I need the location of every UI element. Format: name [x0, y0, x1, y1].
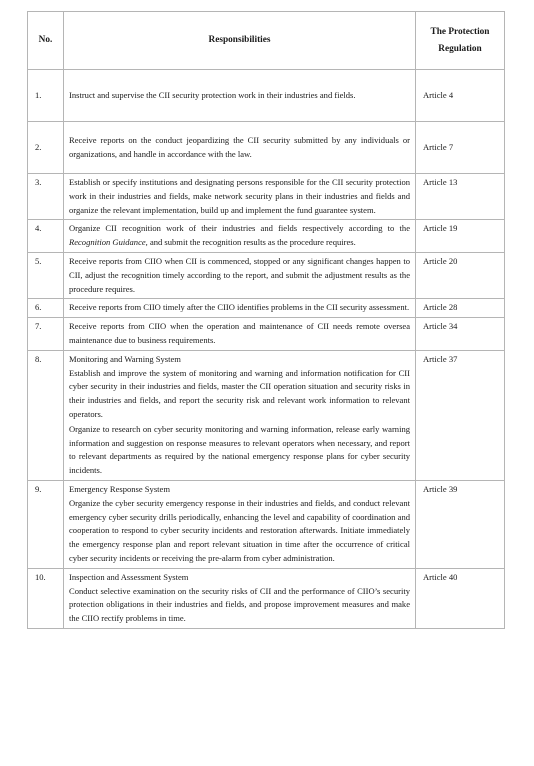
table-row [28, 480, 505, 568]
row-responsibility [64, 174, 416, 220]
table-row [28, 122, 505, 174]
table-row [28, 220, 505, 253]
row-responsibility [64, 568, 416, 628]
table-row [28, 70, 505, 122]
responsibilities-table [27, 11, 505, 629]
section-heading: Inspection and Assessment System [69, 571, 189, 582]
section-heading: Monitoring and Warning System [69, 353, 181, 364]
row-responsibility [64, 299, 416, 318]
responsibility-text: Receive reports on the conduct jeopardizing the CII security submitted by any individuals or organizations, and handle in accordance with the law. [69, 134, 410, 159]
responsibility-text: Organize the cyber security emergency response in their industries and fields, and conduct relevant emergency cyber security drills periodically, enhancing the level and capability of coordination and cooperation to respond to cyber security incidents and restoration afterwards. Initiate immediately the emergency response plan and report relevant situation in time after the occurrence of critical cyber security incidents or receiving the pre-alarm from cyber administration. [69, 497, 410, 563]
table-row [28, 252, 505, 298]
responsibility-text: Receive reports from CIIO when the operation and maintenance of CII needs remote oversea maintenance due to business requirements. [69, 321, 410, 345]
table-row [28, 174, 505, 220]
row-article: Article 19 [416, 220, 505, 253]
row-responsibility [64, 318, 416, 351]
responsibility-text: Instruct and supervise the CII security protection work in their industries and fields. [69, 89, 356, 100]
row-responsibility [64, 480, 416, 568]
row-number: 1. [28, 70, 64, 122]
header-no: No. [28, 12, 64, 70]
row-article: Article 34 [416, 318, 505, 351]
header-regulation: The Protection Regulation [416, 12, 505, 70]
row-responsibility [64, 122, 416, 174]
row-number: 3. [28, 174, 64, 220]
table-row [28, 299, 505, 318]
responsibility-text: Conduct selective examination on the security risks of CII and the performance of CIIO’s security protection obligations in their industries and fields, and propose improvement measures and make the CIIO rectify problems in time. [69, 585, 410, 624]
responsibility-text: Establish or specify institutions and designating persons responsible for the CII security protection work in their industries and fields, make network security plans in their industries and fields and organize the relevant implementation, build up and implement the fund guarantee system. [69, 177, 410, 215]
row-article: Article 28 [416, 299, 505, 318]
responsibility-text: Establish and improve the system of monitoring and warning and information notification for CII cyber security in their industries and fields, master the CII operation situation and security risks in their industries and fields, and report the security risk and relevant work information to relevant operators. [69, 367, 410, 419]
recognition-guidance-title: Recognition Guidance [69, 237, 146, 248]
row-number: 10. [28, 568, 64, 628]
responsibility-text-start: Organize CII recognition work of their industries and fields respectively according to the [69, 223, 410, 234]
header-responsibilities: Responsibilities [64, 12, 416, 70]
row-responsibility [64, 220, 416, 253]
row-number: 5. [28, 252, 64, 298]
row-responsibility [64, 350, 416, 480]
row-article: Article 39 [416, 480, 505, 568]
row-number: 7. [28, 318, 64, 351]
row-article: Article 13 [416, 174, 505, 220]
table-header-row [28, 12, 505, 70]
responsibility-text: Receive reports from CIIO when CII is commenced, stopped or any significant changes happen to CII, adjust the recognition timely according to the report, and submit the adjustment results as the procedure requires. [69, 255, 410, 294]
row-article: Article 20 [416, 252, 505, 298]
row-responsibility [64, 70, 416, 122]
responsibility-text [69, 222, 410, 250]
row-number: 8. [28, 350, 64, 480]
section-heading: Emergency Response System [69, 483, 170, 494]
table-row [28, 318, 505, 351]
row-responsibility [64, 252, 416, 298]
row-number: 6. [28, 299, 64, 318]
responsibility-text: Organize to research on cyber security monitoring and warning information, release early warning information and suggestion on response measures to relevant operators when necessary, and report to relevant departments as required by the national emergency response plans for cyber security incidents. [69, 423, 410, 476]
responsibility-text-end: , and submit the recognition results as the procedure requires. [145, 237, 356, 248]
row-article: Article 4 [416, 70, 505, 122]
row-article: Article 40 [416, 568, 505, 628]
row-number: 2. [28, 122, 64, 174]
table-row [28, 568, 505, 628]
row-number: 9. [28, 480, 64, 568]
row-article: Article 37 [416, 350, 505, 480]
responsibility-text: Receive reports from CIIO timely after the CIIO identifies problems in the CII security assessment. [69, 302, 410, 313]
row-article: Article 7 [416, 122, 505, 174]
table-row [28, 350, 505, 480]
row-number: 4. [28, 220, 64, 253]
